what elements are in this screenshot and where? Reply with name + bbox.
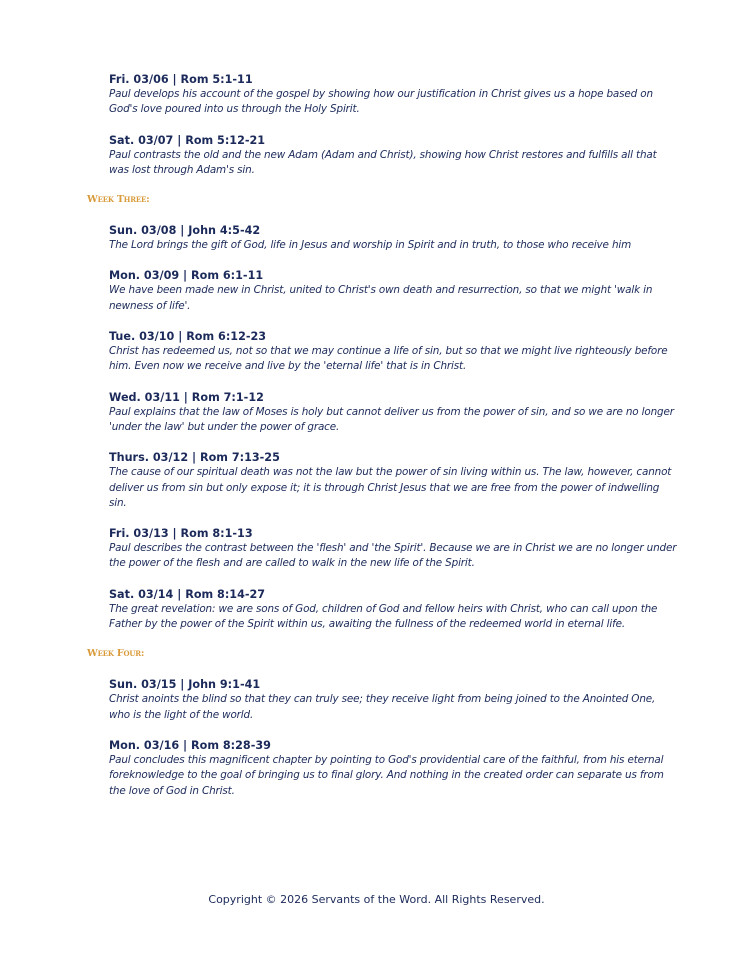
reading-entry [109,677,677,723]
copyright-footer: Copyright © 2026 Servants of the Word. All Rights Reserved. [208,893,545,906]
entry-heading: Tue. 03/10 | Rom 6:12-23 [109,330,267,344]
entry-description: Paul describes the contrast between the 'flesh' and 'the Spirit'. Because we are in Christ we are no longer under the power of the flesh and are called to walk in the new life of the Spirit. [109,542,677,570]
reading-schedule [87,72,677,814]
reading-entry [109,738,677,799]
reading-entry [109,587,677,633]
reading-entry [109,133,677,179]
entry-description: We have been made new in Christ, united to Christ's own death and resurrection, so that we might 'walk in newness of life'. [109,284,653,312]
reading-entry [109,223,677,253]
entry-heading: Fri. 03/06 | Rom 5:1-11 [109,73,253,86]
entry-description: Paul concludes this magnificent chapter by pointing to God's providential care of the faithful, from his eternal foreknowledge to the goal of bringing us to final glory. And nothing in the created order can separate us from the love of God in Christ. [109,753,664,797]
entry-description: The cause of our spiritual death was not the law but the power of sin living within us. The law, however, cannot deliver us from sin but only expose it; it is through Christ Jesus that we are free from the power of indwelling sin. [109,466,672,509]
entry-heading: Sun. 03/08 | John 4:5-42 [109,224,261,238]
reading-entry [109,268,677,314]
entry-heading: Mon. 03/16 | Rom 8:28-39 [109,738,271,752]
entry-description: Christ has redeemed us, not so that we may continue a life of sin, but so that we might live righteously before him. Even now we receive and live by the 'eternal life' that is in Christ. [109,345,668,373]
entry-heading: Sat. 03/14 | Rom 8:14-27 [109,587,266,601]
week-heading: Week Three: [87,194,150,206]
entry-heading: Thurs. 03/12 | Rom 7:13-25 [109,451,280,465]
entry-description: The great revelation: we are sons of God, children of God and fellow heirs with Christ, who can call upon the Father by the power of the Spirit within us, awaiting the fullness of the redeemed world in eternal life. [109,602,658,631]
entry-heading: Wed. 03/11 | Rom 7:1-12 [109,390,264,404]
entry-description: Paul explains that the law of Moses is holy but cannot deliver us from the power of sin, and so we are no longer 'under the law' but under the power of grace. [109,405,674,433]
entry-heading: Sat. 03/07 | Rom 5:12-21 [109,133,266,147]
reading-entry [109,390,677,436]
entry-heading: Mon. 03/09 | Rom 6:1-11 [109,269,264,283]
entry-heading: Fri. 03/13 | Rom 8:1-13 [109,527,253,541]
reading-entry [109,526,677,572]
entry-heading: Sun. 03/15 | John 9:1-41 [109,678,261,692]
entry-description: The Lord brings the gift of God, life in Jesus and worship in Spirit and in truth, to those who receive him [109,239,632,252]
entry-description: Paul contrasts the old and the new Adam (Adam and Christ), showing how Christ restores and fulfills all that was lost through Adam's sin. [109,148,657,176]
week-heading: Week Four: [87,648,145,660]
reading-entry [109,329,677,375]
entry-description: Paul develops his account of the gospel by showing how our justification in Christ gives us a hope based on God's love poured into us through the Holy Spirit. [109,88,653,116]
reading-entry [109,450,677,511]
reading-entry [109,72,677,118]
entry-description: Christ anoints the blind so that they can truly see; they receive light from being joined to the Anointed One, who is the light of the world. [109,693,656,721]
